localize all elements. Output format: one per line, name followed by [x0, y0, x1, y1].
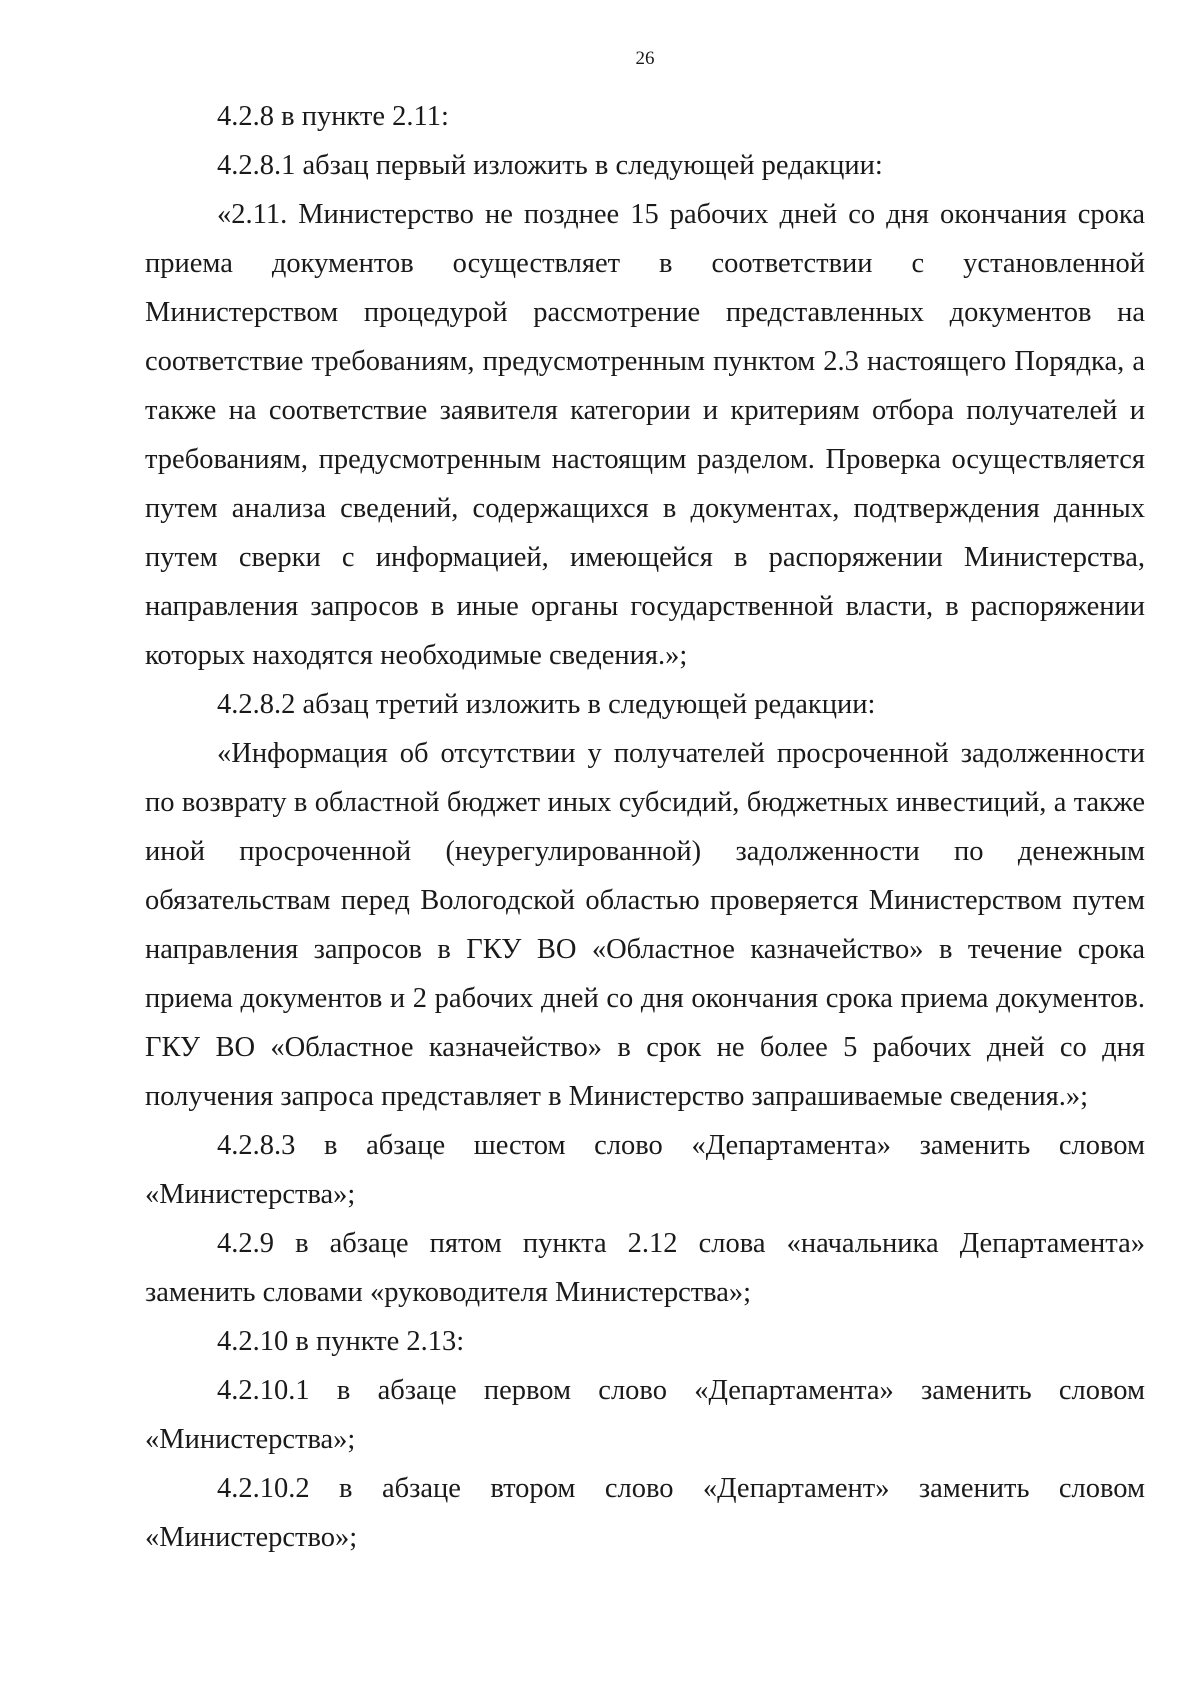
paragraph-4-2-10-1: 4.2.10.1 в абзаце первом слово «Департамента» заменить словом «Министерства»; — [145, 1375, 1145, 1455]
paragraph-quote-information: «Информация об отсутствии у получателей просроченной задолженности по возврату в областной бюджет иных субсидий, бюджетных инвестиций, а также иной просроченной (неурегулированной) задолженности по денежным обязательствам перед Вологодской областью проверяется Министерством путем направления запросов в ГКУ ВО «Областное казначейство» в течение срока приема документов и 2 рабочих дней со дня окончания срока приема документов. ГКУ ВО «Областное казначейство» в срок не более 5 рабочих дней со дня получения запроса представляет в Министерство запрашиваемые сведения.»; — [145, 738, 1145, 1112]
paragraph-4-2-8: 4.2.8 в пункте 2.11: — [217, 101, 449, 132]
page-number: 26 — [635, 48, 655, 69]
paragraph-4-2-8-2: 4.2.8.2 абзац третий изложить в следующей редакции: — [217, 689, 876, 720]
paragraph-4-2-10-2: 4.2.10.2 в абзаце втором слово «Департамент» заменить словом «Министерство»; — [145, 1473, 1145, 1553]
paragraph-4-2-8-1: 4.2.8.1 абзац первый изложить в следующей редакции: — [217, 150, 883, 181]
paragraph-4-2-10: 4.2.10 в пункте 2.13: — [217, 1326, 465, 1357]
paragraph-quote-2-11: «2.11. Министерство не позднее 15 рабочих дней со дня окончания срока приема документов осуществляет в соответствии с установленной Министерством процедурой рассмотрение представленных документов на соответствие требованиям, предусмотренным пунктом 2.3 настоящего Порядка, а также на соответствие заявителя категории и критериям отбора получателей и требованиям, предусмотренным настоящим разделом. Проверка осуществляется путем анализа сведений, содержащихся в документах, подтверждения данных путем сверки с информацией, имеющейся в распоряжении Министерства, направления запросов в иные органы государственной власти, в распоряжении которых находятся необходимые сведения.»; — [145, 199, 1145, 671]
document-body — [145, 92, 1145, 1562]
paragraph-4-2-9: 4.2.9 в абзаце пятом пункта 2.12 слова «начальника Департамента» заменить словами «руководителя Министерства»; — [145, 1228, 1145, 1308]
paragraph-4-2-8-3: 4.2.8.3 в абзаце шестом слово «Департамента» заменить словом «Министерства»; — [145, 1130, 1145, 1210]
